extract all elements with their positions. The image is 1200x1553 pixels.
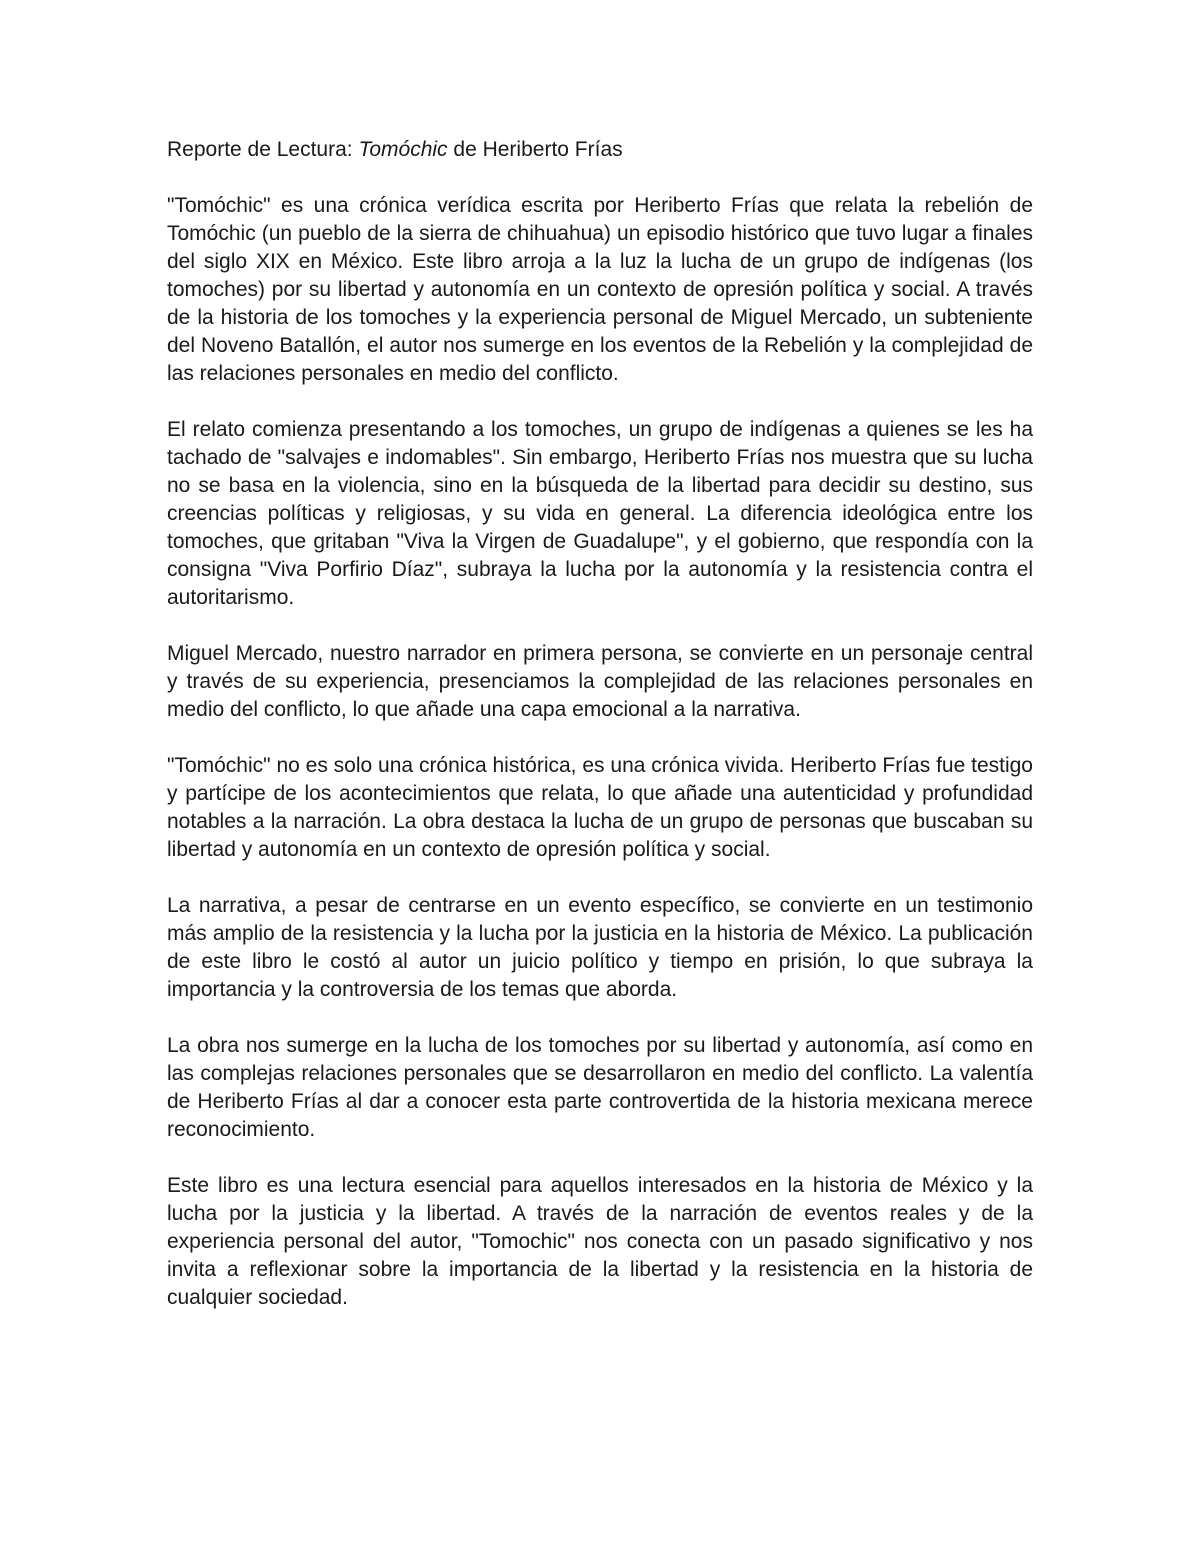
paragraph-6: La obra nos sumerge en la lucha de los tomoches por su libertad y autonomía, así como en las complejas relaciones personales que se desarrollaron en medio del conflicto. La valentía de Heriberto Frías al dar a conocer esta parte controvertida de la historia mexicana merece reconocimiento. [167, 1034, 1033, 1141]
title-suffix: de Heriberto Frías [447, 138, 623, 161]
title-book-name: Tomóchic [358, 138, 448, 161]
document-body [167, 136, 1033, 1312]
paragraph-1: "Tomóchic" es una crónica verídica escrita por Heriberto Frías que relata la rebelión de Tomóchic (un pueblo de la sierra de chihuahua) un episodio histórico que tuvo lugar a finales del siglo XIX en México. Este libro arroja a la luz la lucha de un grupo de indígenas (los tomoches) por su libertad y autonomía en un contexto de opresión política y social. A través de la historia de los tomoches y la experiencia personal de Miguel Mercado, un subteniente del Noveno Batallón, el autor nos sumerge en los eventos de la Rebelión y la complejidad de las relaciones personales en medio del conflicto. [167, 194, 1033, 385]
paragraph-5: La narrativa, a pesar de centrarse en un evento específico, se convierte en un testimonio más amplio de la resistencia y la lucha por la justicia en la historia de México. La publicación de este libro le costó al autor un juicio político y tiempo en prisión, lo que subraya la importancia y la controversia de los temas que aborda. [167, 894, 1033, 1001]
paragraph-2: El relato comienza presentando a los tomoches, un grupo de indígenas a quienes se les ha tachado de "salvajes e indomables". Sin embargo, Heriberto Frías nos muestra que su lucha no se basa en la violencia, sino en la búsqueda de la libertad para decidir su destino, sus creencias políticas y religiosas, y su vida en general. La diferencia ideológica entre los tomoches, que gritaban "Viva la Virgen de Guadalupe", y el gobierno, que respondía con la consigna "Viva Porfirio Díaz", subraya la lucha por la autonomía y la resistencia contra el autoritarismo. [167, 418, 1033, 609]
paragraph-7: Este libro es una lectura esencial para aquellos interesados en la historia de México y la lucha por la justicia y la libertad. A través de la narración de eventos reales y de la experiencia personal del autor, "Tomochic" nos conecta con un pasado significativo y nos invita a reflexionar sobre la importancia de la libertad y la resistencia en la historia de cualquier sociedad. [167, 1174, 1033, 1309]
document-title [167, 136, 1033, 164]
paragraph-3: Miguel Mercado, nuestro narrador en primera persona, se convierte en un personaje central y través de su experiencia, presenciamos la complejidad de las relaciones personales en medio del conflicto, lo que añade una capa emocional a la narrativa. [167, 642, 1033, 721]
paragraph-4: "Tomóchic" no es solo una crónica histórica, es una crónica vivida. Heriberto Frías fue testigo y partícipe de los acontecimientos que relata, lo que añade una autenticidad y profundidad notables a la narración. La obra destaca la lucha de un grupo de personas que buscaban su libertad y autonomía en un contexto de opresión política y social. [167, 754, 1033, 861]
title-prefix: Reporte de Lectura: [167, 138, 359, 161]
